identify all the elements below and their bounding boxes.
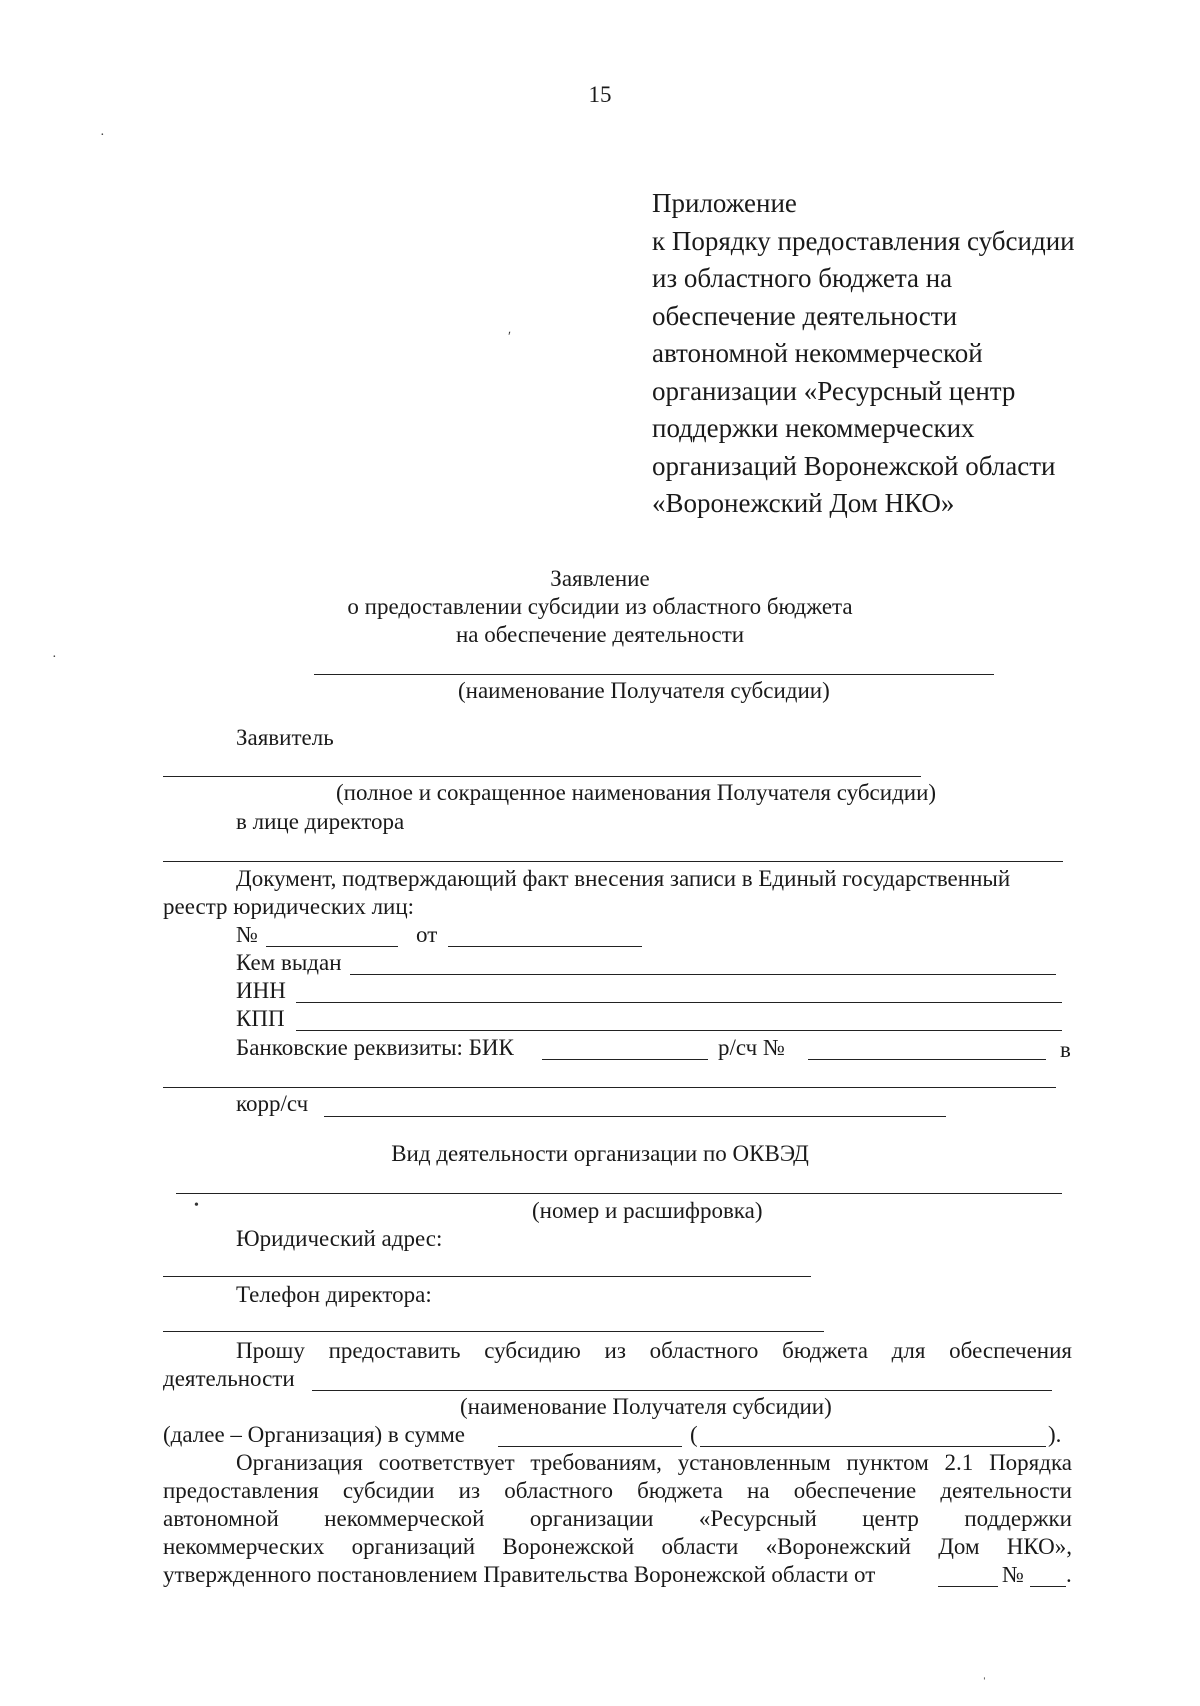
compliance-line: автономной некоммерческой организации «Ресурсный центр поддержки [163, 1506, 1072, 1531]
inn-label: ИНН [236, 978, 286, 1003]
resolution-number-field[interactable] [1030, 1586, 1066, 1587]
compliance-line: утвержденного постановлением Правительства Воронежской области от [163, 1562, 876, 1587]
compliance-line: Организация соответствует требованиям, установленным пунктом 2.1 Порядка [236, 1450, 1072, 1475]
appendix-line: из областного бюджета на [652, 263, 953, 293]
bik-field[interactable] [542, 1059, 708, 1060]
page-number: 15 [588, 82, 612, 107]
resolution-number-sign: № [1002, 1562, 1024, 1587]
scan-speck: ˈ [982, 1676, 987, 1691]
scan-speck: ʹ [508, 330, 512, 345]
applicant-label: Заявитель [236, 725, 334, 750]
legal-address-label: Юридический адрес: [236, 1226, 443, 1251]
doc-subtitle-line: на обеспечение деятельности [455, 622, 745, 647]
appendix-line: обеспечение деятельности [652, 300, 958, 331]
corr-account-field[interactable] [324, 1116, 946, 1117]
doc-title: Заявление [550, 566, 650, 591]
request-recipient-hint: (наименование Получателя субсидии) [460, 1394, 832, 1419]
okved-hint: (номер и расшифровка) [532, 1198, 763, 1223]
account-label: р/сч № [718, 1035, 785, 1060]
request-text: Прошу предоставить субсидию из областного бюджета для обеспечения [236, 1338, 1072, 1363]
compliance-end: . [1066, 1562, 1072, 1587]
number-label: № [236, 922, 258, 947]
recipient-name-hint: (наименование Получателя субсидии) [458, 678, 830, 703]
egrul-register-label: реестр юридических лиц: [163, 894, 415, 919]
document-number-field[interactable] [266, 946, 398, 947]
account-field[interactable] [808, 1059, 1046, 1060]
legal-address-field[interactable] [163, 1276, 811, 1277]
compliance-line: некоммерческих организаций Воронежской области «Воронежский Дом НКО», [163, 1534, 1072, 1559]
compliance-line: предоставления субсидии из областного бюджета на обеспечение деятельности [163, 1478, 1072, 1503]
director-phone-label: Телефон директора: [236, 1282, 432, 1307]
appendix-line: к Порядку предоставления субсидии [652, 225, 1075, 256]
request-recipient-field[interactable] [312, 1390, 1052, 1391]
director-name-field[interactable] [163, 861, 1063, 862]
recipient-name-field[interactable] [314, 674, 994, 675]
doc-subtitle-line: о предоставлении субсидии из областного бюджета [347, 594, 853, 619]
open-paren: ( [690, 1422, 698, 1447]
kpp-label: КПП [236, 1006, 285, 1031]
request-activity-label: деятельности [163, 1366, 295, 1391]
appendix-line: организации «Ресурсный центр [652, 375, 1016, 406]
okved-label: Вид деятельности организации по ОКВЭД [391, 1141, 809, 1166]
director-phone-field[interactable] [163, 1331, 824, 1332]
inn-field[interactable] [296, 1002, 1062, 1003]
appendix-line: автономной некоммерческой [652, 338, 983, 368]
appendix-line: поддержки некоммерческих [652, 413, 975, 443]
applicant-name-field[interactable] [163, 776, 921, 777]
close-paren: ). [1048, 1422, 1062, 1447]
scan-speck: · [100, 128, 105, 143]
issued-by-field[interactable] [350, 974, 1056, 975]
scan-speck: • [194, 1198, 199, 1213]
okved-field[interactable] [176, 1193, 1062, 1194]
resolution-date-field[interactable] [938, 1586, 998, 1587]
egrul-document-label: Документ, подтверждающий факт внесения записи в Единый государственный [236, 866, 1011, 891]
appendix-line: «Воронежский Дом НКО» [652, 488, 955, 518]
bank-in-label: в [1060, 1037, 1071, 1062]
scan-speck: · [52, 650, 57, 665]
kpp-field[interactable] [296, 1030, 1062, 1031]
bank-details-label: Банковские реквизиты: БИК [236, 1035, 514, 1060]
from-label: от [416, 922, 438, 947]
corr-account-label: корр/сч [236, 1091, 309, 1116]
amount-label: (далее – Организация) в сумме [163, 1422, 465, 1447]
issued-by-label: Кем выдан [236, 950, 342, 975]
bank-name-field[interactable] [163, 1087, 1056, 1088]
full-short-name-hint: (полное и сокращенное наименования Получателя субсидии) [336, 780, 937, 805]
appendix-block [652, 185, 1075, 523]
director-label: в лице директора [236, 809, 405, 834]
amount-field[interactable] [498, 1446, 682, 1447]
appendix-line: Приложение [652, 188, 797, 218]
amount-words-field[interactable] [700, 1446, 1046, 1447]
appendix-line: организаций Воронежской области [652, 450, 1056, 481]
document-date-field[interactable] [448, 946, 642, 947]
